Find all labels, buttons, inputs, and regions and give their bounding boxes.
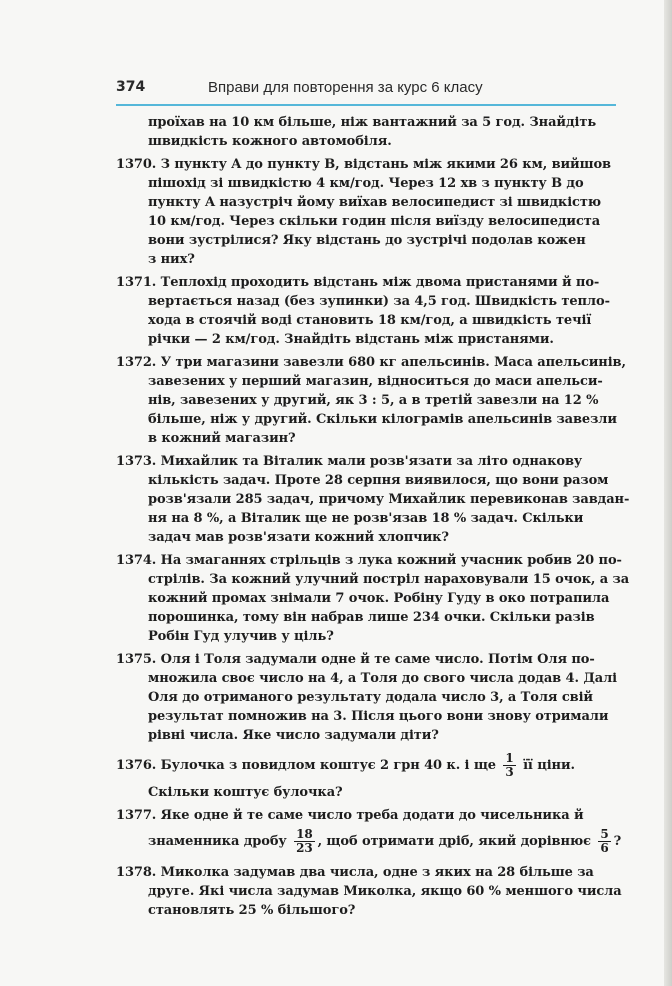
exercise-text: ? xyxy=(613,834,622,849)
exercise-text: Яке одне й те саме число треба додати до чисельника й xyxy=(160,808,584,823)
exercise-1374 xyxy=(116,551,630,646)
exercise-number: 1374. xyxy=(116,553,157,568)
exercise-number: 1377. xyxy=(116,808,157,823)
exercise-1373 xyxy=(116,452,630,547)
exercise-line: розв'язали 285 задач, причому Михайлик перевиконав завдан- xyxy=(148,492,630,507)
fraction xyxy=(294,828,315,855)
exercise-line: кількість задач. Проте 28 серпня виявилося, що вони разом xyxy=(148,473,609,488)
exercise-text: , щоб отримати дріб, який дорівнює xyxy=(317,834,591,849)
exercise-1372 xyxy=(116,353,626,448)
running-title: Вправи для повторення за курс 6 класу xyxy=(208,79,483,96)
fraction-numerator: 5 xyxy=(600,827,609,841)
exercise-text: її ціни. xyxy=(523,758,575,773)
exercises-block xyxy=(116,113,630,745)
exercise-number: 1372. xyxy=(116,355,157,370)
exercise-list xyxy=(116,113,630,924)
exercise-line: пункту A назустріч йому виїхав велосипедист зі швидкістю xyxy=(148,195,602,210)
exercise-1375 xyxy=(116,650,618,745)
exercise-line: Скільки коштує булочка? xyxy=(148,785,343,800)
exercise-line: ня на 8 %, а Віталик ще не розв'язав 18 % задач. Скільки xyxy=(148,511,584,526)
exercise-line: проїхав на 10 км більше, ніж вантажний за 5 год. Знайдіть xyxy=(148,115,597,130)
fraction-numerator: 18 xyxy=(296,827,313,841)
fraction xyxy=(503,752,515,779)
exercise-line: завезених у перший магазин, відноситься до маси апельси- xyxy=(148,374,603,389)
exercise-line: задач мав розв'язати кожний хлопчик? xyxy=(148,530,449,545)
exercise-line xyxy=(116,452,612,471)
exercise-text: Михайлик та Віталик мали розв'язати за літо однакову xyxy=(160,454,583,469)
fraction-denominator: 6 xyxy=(600,841,609,855)
exercise-line xyxy=(116,863,612,882)
exercise-1371 xyxy=(116,273,612,349)
exercise-line: Робін Гуд улучив у ціль? xyxy=(148,629,334,644)
exercise-line: 10 км/год. Через скільки годин після виїзду велосипедиста xyxy=(148,214,601,229)
exercise-text: Миколка задумав два числа, одне з яких на 28 більше за xyxy=(160,865,594,880)
exercise-line xyxy=(116,749,612,783)
fraction-denominator: 23 xyxy=(296,841,313,855)
exercise-line: порошинка, тому він набрав лише 234 очки. Скільки разів xyxy=(148,610,595,625)
exercise-line xyxy=(116,273,612,292)
exercise-line: хода в стоячій воді становить 18 км/год, а швидкість течії xyxy=(148,313,592,328)
exercise-line xyxy=(116,155,612,174)
exercise-1370 xyxy=(116,155,612,269)
exercise-1376 xyxy=(116,749,612,802)
fraction-numerator: 1 xyxy=(505,751,514,765)
exercise-line xyxy=(116,650,612,669)
exercise-line: нів, завезених у другий, як 3 : 5, а в третій завезли на 12 % xyxy=(148,393,599,408)
exercise-line xyxy=(116,825,622,859)
exercise-number: 1373. xyxy=(116,454,157,469)
exercise-line: річки — 2 км/год. Знайдіть відстань між пристанями. xyxy=(148,332,554,347)
exercise-number: 1376. xyxy=(116,758,157,773)
exercise-number: 1371. xyxy=(116,275,157,290)
exercise-line: результат помножив на 3. Після цього вони знову отримали xyxy=(148,709,609,724)
exercise-line xyxy=(116,353,626,372)
exercise-line: пішохід зі швидкістю 4 км/год. Через 12 хв з пункту B до xyxy=(148,176,584,191)
exercise-line: рівні числа. Яке число задумали діти? xyxy=(148,728,439,743)
exercise-line: вони зустрілися? Яку відстань до зустрічі подолав кожен xyxy=(148,233,586,248)
exercise-text: У три магазини завезли 680 кг апельсинів. Маса апельсинів, xyxy=(160,355,626,370)
exercise-number: 1375. xyxy=(116,652,157,667)
page-edge xyxy=(664,0,672,986)
exercise-line xyxy=(116,806,612,825)
fraction xyxy=(598,828,610,855)
exercise-line: в кожний магазин? xyxy=(148,431,296,446)
exercise-text: З пункту A до пункту B, відстань між якими 26 км, вийшов xyxy=(160,157,611,172)
exercise-number: 1370. xyxy=(116,157,157,172)
page-header xyxy=(116,79,616,103)
exercise-line: з них? xyxy=(148,252,195,267)
exercise-1378 xyxy=(116,863,622,920)
exercise-line: становлять 25 % більшого? xyxy=(148,903,356,918)
exercise-line: друге. Які числа задумав Миколка, якщо 60 % меншого числа xyxy=(148,884,622,899)
exercise-line: вертається назад (без зупинки) за 4,5 год. Швидкість тепло- xyxy=(148,294,610,309)
exercise-text: Теплохід проходить відстань між двома пристанями й по- xyxy=(160,275,600,290)
exercise-line: кожний промах знімали 7 очок. Робіну Гуду в око потрапила xyxy=(148,591,610,606)
exercise-number: 1378. xyxy=(116,865,157,880)
exercise-line: Оля до отриманого результату додала число 3, а Толя свій xyxy=(148,690,593,705)
exercise-text: знаменника дробу xyxy=(148,834,287,849)
exercise-text: Булочка з повидлом коштує 2 грн 40 к. і ще xyxy=(160,758,496,773)
page-number: 374 xyxy=(116,79,146,95)
fraction-denominator: 3 xyxy=(505,765,514,779)
exercise-line: більше, ніж у другий. Скільки кілограмів апельсинів завезли xyxy=(148,412,617,427)
exercise-text: Оля і Толя задумали одне й те саме число. Потім Оля по- xyxy=(160,652,595,667)
exercise-line: швидкість кожного автомобіля. xyxy=(148,134,392,149)
exercise-line xyxy=(116,551,622,570)
exercise-1377 xyxy=(116,806,622,859)
header-rule xyxy=(116,104,616,106)
exercise-line: стрілів. За кожний улучний постріл нараховували 15 очок, а за xyxy=(148,572,630,587)
exercise-text: На змаганнях стрільців з лука кожний учасник робив 20 по- xyxy=(160,553,622,568)
exercise-line: множила своє число на 4, а Толя до свого числа додав 4. Далі xyxy=(148,671,618,686)
exercise-continuation xyxy=(116,113,612,151)
